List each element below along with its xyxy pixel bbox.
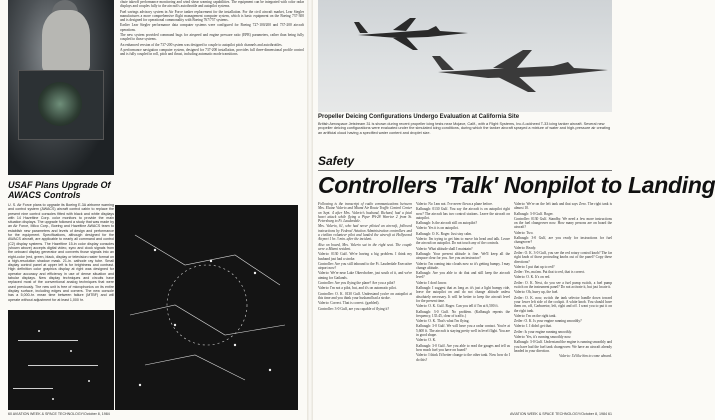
article-lead: Mrs. Valerio, 61, who had never piloted an aircraft, followed instructions by Federal Aviation Administration controllers and a civilian volunteer pilot and landed the aircraft at Hollywood Airport 1 hr. 3 min. after the incident. — [318, 224, 412, 242]
article-column-1 — [318, 202, 412, 410]
transcript-line: Kalbaugh: Are you able to do that and still keep the aircraft level? — [416, 271, 510, 280]
page-gutter — [307, 0, 313, 420]
aircraft-icing-test-photo — [318, 0, 612, 112]
transcript-line: Valerio: We're near Lake Okeechobee, just south of it, and we're aiming for Gatlands. — [318, 271, 412, 280]
transcript-line: Valerio: Yes it is on autopilot. — [416, 226, 459, 231]
left-col-paragraph: chute takeoff performance monitoring and wind shear warning capabilities. The equipment can be integrated with color radar displays and couples fully to the aircraft's autothrottle and autopilot systems. — [120, 0, 304, 9]
transcript-line: Valerio: I'm coming into clouds now so it's getting bumpy. I may change altitude. — [416, 261, 510, 270]
section-rule — [318, 170, 612, 171]
left-col-paragraph: A performance navigation computer system, designed for 737-200 installation, provides full three-dimensional profile control and is fully coupled in roll, pitch and thrust, including automatic mode transitions. — [120, 47, 304, 57]
transcript-line: Zeiler: O. K. 3-0 Gulf, you see the red rotary control knob? The far right knob of those protruding knobs out of the panel? Copy these directions? — [514, 250, 612, 264]
transcript-line: Valerio: What altitude shall I maintain? — [416, 246, 473, 251]
radar-console-photo — [8, 0, 114, 175]
transcript-line: Kalbaugh: Your present altitude is fine. We'll keep all the airspace clear for you. Are you an instructor? — [416, 251, 510, 261]
transcript-line: Valerio: Correct. That is correct. (garbled). — [318, 301, 380, 306]
left-column-text — [120, 0, 304, 200]
transcript-line: Valerio: I'm trying to get him to move his head and talk. Leave the aircraft on autopilot. Do not touch any of the controls. — [416, 237, 510, 246]
radar-scope — [38, 82, 82, 126]
transcript-line: Valerio: I. I didn't get that. — [514, 324, 552, 329]
article-column-3 — [514, 202, 612, 410]
left-col-paragraph: The new system provided command bugs for airspeed and engine pressure ratio (EPR) parameters, rather than being fully coupled to those systems. — [120, 33, 304, 42]
feature-paragraph: U. S. Air Force plans to upgrade its Boeing E-3A airborne warning and control system (AWACS) aircraft control cabin to replace the present nine control consoles fitted with black and white displays with 14 Hazeltine Corp. color monitors to provide the main situation displays. The upgrade followed a study that was made by an Air Force, Milco Corp., Boeing and Hazeltine AWACS team to establish new parameters and levels of design and performance for the equipment. Specifications, although designed for the AWACS aircraft, are applicable to nearly all command and control (C2) display systems. The Hazeltine 15-in color display consoles (shown above) accepts digital video, sync and clock signals from the onboard display generator and converts those signals into an eight-color (red, green, black, display or television raster format on a high-resolution shadow mask. 21-in. cathode ray tube. Small display control panel at upper left is for brightness and contrast. High definition color graphics display at right was designed for operator accuracy and efficiency in use of dense situation and tabular displays. New display techniques and circuits have replaced most of the conventional analog techniques that were used previously. The new unit is free of microphonics on its entire display surface, including edges and corners. The new console has a 5,000-hr. mean time between failure (MTBF) and will operate without adjustment for at least 1,000 hr. — [8, 203, 114, 302]
transcript-line: Valerio: O. K. — [416, 338, 437, 343]
article-headline: Controllers 'Talk' Nonpilot to Landing — [318, 172, 715, 198]
screen-graphics — [115, 205, 298, 410]
feature-title: USAF Plans Upgrade Of AWACS Controls — [8, 180, 111, 200]
transcript-line: Zeiler: Is your engine running smoothly. — [514, 329, 573, 334]
right-page-footer: AVIATION WEEK & SPACE TECHNOLOGY/October 8, 1984 61 — [510, 412, 612, 416]
transcript-line: Valerio: I put that up to red? — [514, 264, 555, 269]
transcript-line: Kalbaugh: 3-0 Gulf. We will have you a radar contact. You're at 5,600 ft. The aircraft is staying pretty well in level flight. You are in good shape. — [416, 324, 510, 338]
transcript-line: Controller: O. K. 0130 Gulf. Understand you're on autopilot at this time and you think your husband had a stroke. — [318, 291, 412, 300]
transcript-line: Valerio: I'm not a pilot, but, and it's on automatic pilot. — [318, 286, 397, 291]
transcript-line: Valerio: We're on the left tank and that says Zero. The right tank is almost 10. — [514, 202, 612, 211]
transcript-line: Zeiler: O. K. Next, do you see a fuel pump switch, a fuel pump switch on the instrument panel? Do not activate it, but just locate it. — [514, 280, 612, 290]
transcript-line: Valerio: I don't know. — [416, 280, 447, 285]
transcript-line: Controller: 0130 Gulf. Standby. We need a few more instructions on the fuel changeover now. How many persons are on board the aircraft? — [514, 216, 612, 230]
aircraft-silhouettes — [318, 0, 612, 112]
transcript-line: Zeiler: O. K. Is your engine running smoothly? — [514, 319, 582, 324]
transcript-line: Kalbaugh: I suggest that as long as it's just a light bumpy ride, leave the autopilot on and do not change altitude unless absolutely necessary. It will be better to keep the aircraft level for the present time. — [416, 286, 510, 303]
transcript-line: Kalbaugh: Is the aircraft still on autopilot? — [416, 221, 478, 226]
transcript-line: Controller: Are you still inbound to the Ft. Lauderdale Executive airport now? — [318, 261, 412, 271]
continued-note: Valerio: I'd like him to come aboard. — [559, 354, 612, 359]
transcript-line: Valerio: No I am not. I've never flown a plane before. — [416, 202, 493, 206]
transcript-line: Valerio: O. K. Gulf. Roger. Can you tell if I'm at 6,500 ft. — [416, 304, 499, 309]
operator-figure — [42, 10, 90, 72]
transcript-line: Kalbaugh: O. K. Roger. Just stay calm. — [416, 231, 473, 236]
color-display-screen-photo — [115, 205, 298, 410]
transcript-line: Valerio: Ready. — [514, 245, 537, 250]
left-page-footer: 60 AVIATION WEEK & SPACE TECHNOLOGY/October 8, 1984 — [8, 412, 110, 416]
transcript-line: Valerio: 0130 Gulf. We're having a big problem. I think my husband just had a stroke. — [318, 252, 412, 261]
transcript-line: Controller: Are you flying the plane? Are you a pilot? — [318, 281, 396, 286]
transcript-line: Valerio: I'm on the right tank. — [514, 313, 557, 318]
transcript-line: Kalbaugh: 0130 Gulf. You say the aircraft is on autopilot right now? The aircraft has two control stations. Leave the aircraft on autopilot. — [416, 207, 510, 220]
photo-caption-title: Propeller Deicing Configurations Undergo Evaluation at California Site — [318, 114, 520, 120]
photo-caption-body: British Aerospace Jetstream 31 is shown during recent propeller icing tests near Mojave, Calif., with a Flight Systems, Inc./Lockheed T-33 icing tanker aircraft. Several new propeller deicing configurations were evaluated under the simulated icing conditions, during which the tanker aircraft sprayed a mixture of water and high-pressure air creating an artificial cloud having a specified water content and droplet size. — [318, 122, 611, 135]
transcript-line: Kalbaugh: 3-0 Gulf. Understand the engine is running smoothly and you have had the fuel tank changeover. We have an aircraft already headed in your direction. — [514, 340, 613, 353]
radar-display-photo-small — [8, 310, 114, 410]
transcript-line: Valerio: Two. — [514, 230, 534, 235]
transcript-line: Zeiler: O. K. now, switch the tank selector handle down toward your lower left side of the cockpit. A white knob. You should have them on, off, Carburetor, left, right and off. I want you to put it on the right tank. — [514, 295, 612, 313]
transcript-line: Valerio: O. K. It's on red. — [514, 275, 551, 280]
left-col-paragraph: Fuel savings advisory system in Air Force tanker replacement for the installation. For the civil aircraft market, Lear Siegler manufactures a more comprehensive flight management computer system, which is basic equipment on the Boeing 737-300 and is designed for operational commonality with Boeing 767/757 systems. — [120, 9, 304, 23]
article-lead: Following is the transcript of radio communications between Mrs. Elaine Valerio and Miami Air Route Traffic Control Center on Sept. 4 after Mrs. Valerio's husband, Richard, had a fatal heart attack while flying a Piper PA-28 Warrior 2 from St. Petersburg to Ft. Lauderdale. — [318, 202, 412, 224]
transcript-line: Valerio: Oh, hurry up, the fuel. — [514, 290, 559, 295]
transcript-line: Kalbaugh: 3-0 Gulf, are you ready for instructions for fuel changeover? — [514, 236, 612, 245]
article-lead: Also on board, Mrs. Valerio sat in the right seat. The couple were a Miami resident. — [318, 242, 412, 251]
transcript-line: Valerio: Yes, it's running smoothly now. — [514, 335, 572, 340]
left-col-paragraph: Earlier Lear Siegler performance data computer systems were configured for Boeing 727-100/200 and 737-200 aircraft operations. — [120, 23, 304, 32]
transcript-line: Kalbaugh: 3-0 Gulf. Are you able to read the gauges and tell us how much fuel you have on board? — [416, 343, 510, 352]
transcript-line: Kalbaugh: 3-0 Gulf. Roger. — [514, 211, 554, 216]
transcript-line: Controller: 3-0 Gulf, are you capable of flying it? — [318, 306, 390, 311]
feature-body — [8, 203, 114, 307]
transcript-line: Valerio: I think I'd better change to the other tank. Now how do I do this? — [416, 353, 510, 362]
left-col-paragraph: An enhanced version of the 737-200 system was designed to couple to autopilot pitch channels and autothrottles. — [120, 42, 283, 47]
transcript-line: Zeiler: Yes, ma'am. Put that to red, that is correct. — [514, 270, 586, 275]
article-column-2 — [416, 202, 510, 410]
transcript-line: Valerio: O. K. That's what I'm flying. — [416, 319, 470, 324]
transcript-line: Kalbaugh: 3-0 Gulf. No problem. (Kalbaugh repeats the frequency, 135.45, clear of traffic.) — [416, 309, 510, 318]
section-label: Safety — [318, 154, 355, 168]
